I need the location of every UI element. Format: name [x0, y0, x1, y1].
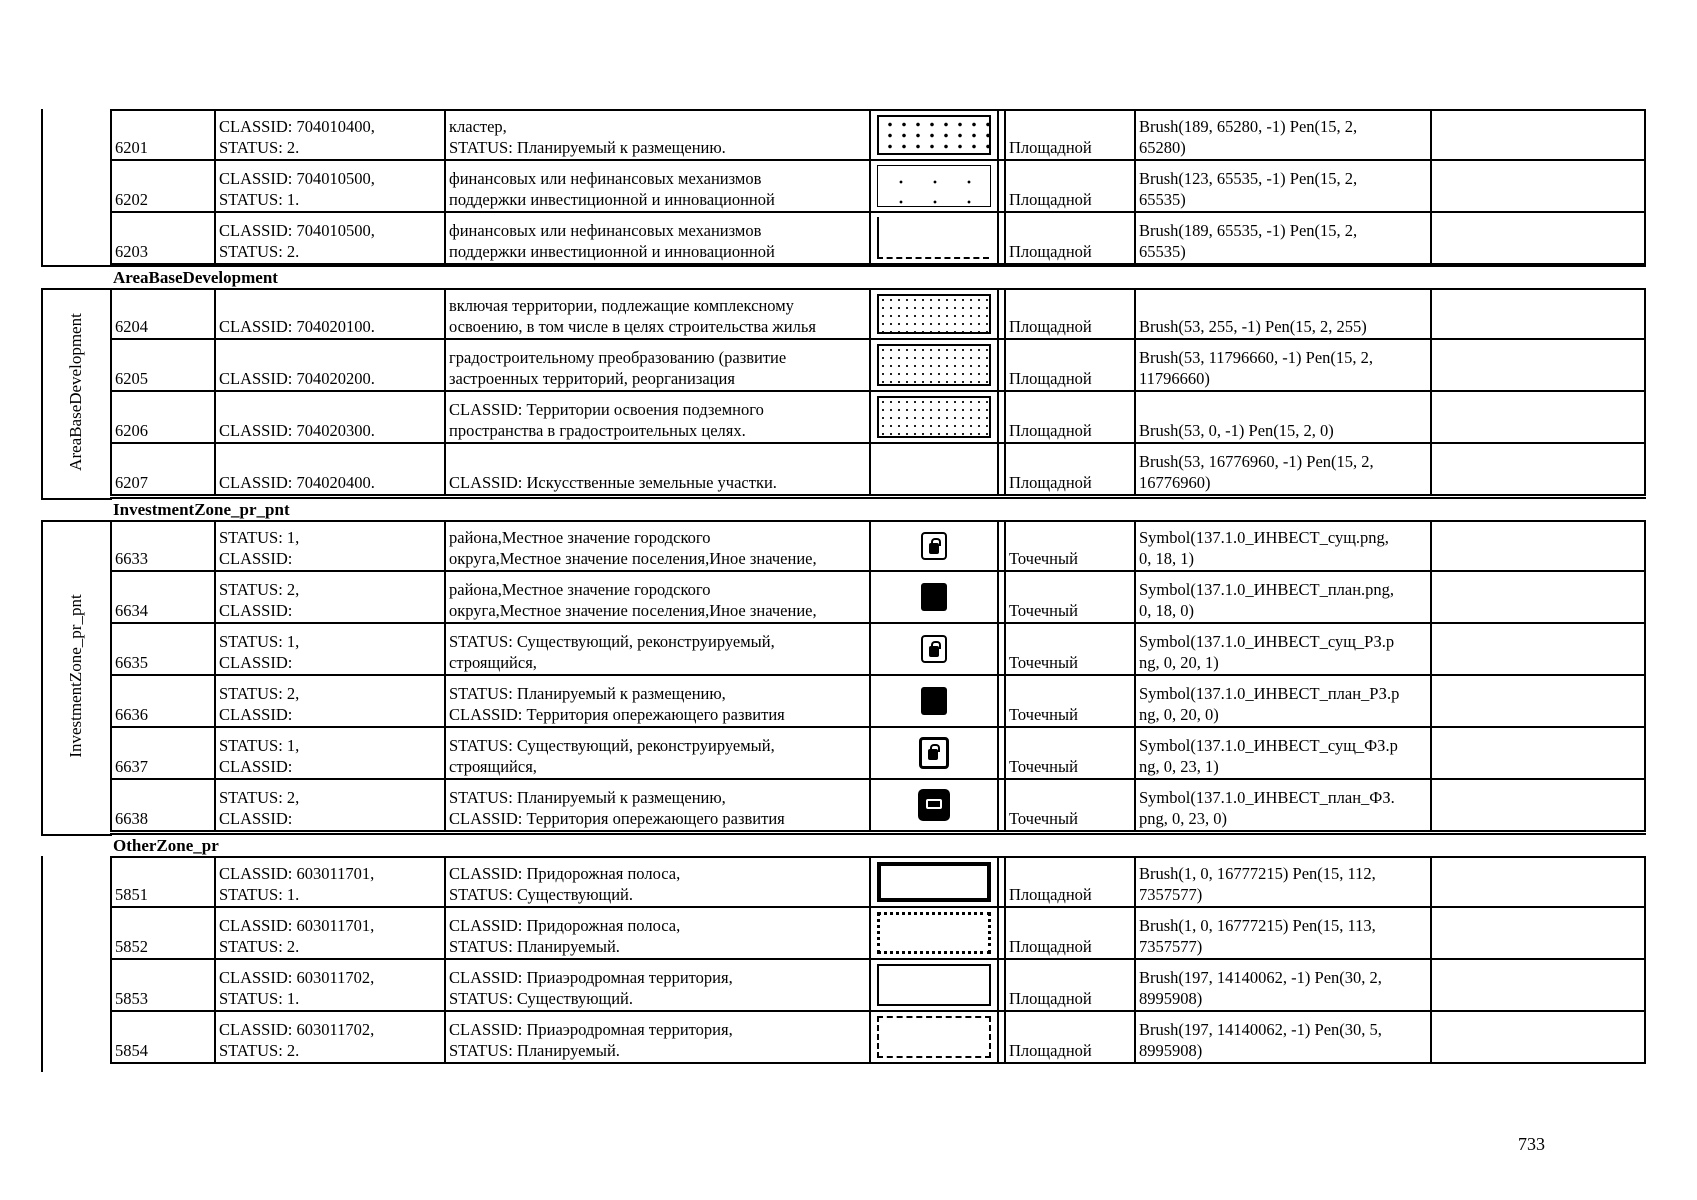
- object-id: 6633: [115, 549, 148, 568]
- cell-object-id: [110, 290, 214, 338]
- cell-line: CLASSID:: [219, 653, 293, 672]
- cell-description: [444, 111, 869, 159]
- cell-description: [444, 444, 869, 494]
- cell-line: [219, 347, 444, 368]
- group-header: AreaBaseDevelopment: [110, 265, 1646, 286]
- cell-classid: [214, 111, 444, 159]
- geometry-type: Площадной: [1009, 885, 1092, 904]
- cell-line: градостроительному преобразованию (развитие: [449, 348, 787, 367]
- group-side-label: [41, 520, 110, 832]
- table-row: [110, 780, 1646, 832]
- cell-line: STATUS: Планируемый к размещению.: [449, 138, 726, 157]
- cell-line: Brush(1, 0, 16777215) Pen(15, 112,: [1139, 864, 1376, 883]
- cell-line: STATUS: Планируемый.: [449, 1041, 620, 1060]
- cell-object-id: [110, 624, 214, 674]
- cell-line: CLASSID: 704020400.: [219, 473, 375, 492]
- cell-line: STATUS: Планируемый.: [449, 937, 620, 956]
- cell-line: Brush(53, 11796660, -1) Pen(15, 2,: [1139, 348, 1374, 367]
- cell-description: [444, 522, 869, 570]
- cell-line: [219, 399, 444, 420]
- object-id: 5854: [115, 1041, 148, 1060]
- cell-line: STATUS: 2,: [219, 580, 300, 599]
- object-id: 6634: [115, 601, 148, 620]
- cell-geometry-type: [1004, 522, 1134, 570]
- cell-geometry-type: [1004, 908, 1134, 958]
- cell-symbol: [869, 728, 999, 778]
- cell-classid: [214, 290, 444, 338]
- cell-line: CLASSID: Территория опережающего развития: [449, 705, 785, 724]
- object-id: 6202: [115, 190, 148, 209]
- object-id: 6205: [115, 369, 148, 388]
- cell-empty: [1430, 340, 1646, 390]
- cell-line: STATUS: Существующий.: [449, 989, 634, 1008]
- cell-style: [1134, 728, 1430, 778]
- cell-empty: [1430, 676, 1646, 726]
- table-row: [110, 960, 1646, 1012]
- cell-line: Symbol(137.1.0_ИНВЕСТ_план.png,: [1139, 580, 1395, 599]
- cell-symbol: [869, 340, 999, 390]
- cell-geometry-type: [1004, 960, 1134, 1010]
- cell-line: 11796660): [1139, 369, 1210, 388]
- legend-swatch: [877, 862, 991, 902]
- geometry-type: Площадной: [1009, 989, 1092, 1008]
- cell-line: пространства в градостроительных целях.: [449, 421, 746, 440]
- cell-line: Brush(53, 16776960, -1) Pen(15, 2,: [1139, 452, 1374, 471]
- cell-style: [1134, 858, 1430, 906]
- cell-line: 0, 18, 0): [1139, 601, 1194, 620]
- cell-empty: [1430, 444, 1646, 494]
- cell-line: CLASSID:: [219, 549, 293, 568]
- cell-line: [1139, 295, 1430, 316]
- cell-description: [444, 572, 869, 622]
- cell-line: STATUS: 2,: [219, 788, 300, 807]
- cell-style: [1134, 908, 1430, 958]
- cell-line: STATUS: Существующий, реконструируемый,: [449, 736, 775, 755]
- cell-geometry-type: [1004, 444, 1134, 494]
- geometry-type: Точечный: [1009, 549, 1078, 568]
- cell-classid: [214, 780, 444, 830]
- cell-line: ng, 0, 20, 1): [1139, 653, 1219, 672]
- cell-line: CLASSID: Придорожная полоса,: [449, 916, 681, 935]
- cell-empty: [1430, 908, 1646, 958]
- cell-empty: [1430, 572, 1646, 622]
- page-number: 733: [1518, 1134, 1545, 1154]
- cell-empty: [1430, 858, 1646, 906]
- cell-empty: [1430, 392, 1646, 442]
- object-id: 6636: [115, 705, 148, 724]
- group-side-label-text: AreaBaseDevelopment: [65, 313, 85, 471]
- cell-empty: [1430, 1012, 1646, 1062]
- cell-line: застроенных территорий, реорганизация: [449, 369, 735, 388]
- cell-style: [1134, 780, 1430, 830]
- cell-line: Brush(197, 14140062, -1) Pen(30, 2,: [1139, 968, 1382, 987]
- cell-line: ng, 0, 23, 1): [1139, 757, 1219, 776]
- cell-line: STATUS: 2.: [219, 138, 300, 157]
- cell-description: [444, 676, 869, 726]
- cell-line: [1139, 399, 1430, 420]
- cell-symbol: [869, 676, 999, 726]
- cell-line: STATUS: 2.: [219, 1041, 300, 1060]
- cell-classid: [214, 1012, 444, 1062]
- cell-symbol: [869, 780, 999, 830]
- cell-line: 7357577): [1139, 937, 1203, 956]
- cell-line: STATUS: Существующий, реконструируемый,: [449, 632, 775, 651]
- cell-empty: [1430, 960, 1646, 1010]
- geometry-type: Площадной: [1009, 1041, 1092, 1060]
- cell-line: STATUS: 2,: [219, 684, 300, 703]
- cell-line: STATUS: 1,: [219, 632, 300, 651]
- group-header: OtherZone_pr: [110, 833, 1646, 854]
- cell-symbol: [869, 522, 999, 570]
- group-bracket: [41, 109, 112, 267]
- cell-classid: [214, 392, 444, 442]
- cell-line: CLASSID: Территория опережающего развития: [449, 809, 785, 828]
- cell-object-id: [110, 572, 214, 622]
- cell-line: CLASSID: 704020100.: [219, 317, 375, 336]
- cell-line: 7357577): [1139, 885, 1203, 904]
- cell-line: включая территории, подлежащие комплексному: [449, 296, 794, 315]
- cell-symbol: [869, 572, 999, 622]
- table-row: [110, 1012, 1646, 1064]
- lock-outline-icon: [921, 635, 947, 663]
- filled-large-icon: [918, 789, 950, 821]
- cell-symbol: [869, 290, 999, 338]
- cell-object-id: [110, 960, 214, 1010]
- cell-line: STATUS: Планируемый к размещению,: [449, 684, 726, 703]
- cell-line: 8995908): [1139, 989, 1203, 1008]
- cell-style: [1134, 340, 1430, 390]
- cell-empty: [1430, 213, 1646, 263]
- object-id: 6638: [115, 809, 148, 828]
- cell-empty: [1430, 728, 1646, 778]
- cell-line: CLASSID: Приаэродромная территория,: [449, 968, 733, 987]
- table-row: [110, 161, 1646, 213]
- table-row: [110, 109, 1646, 161]
- table-row: [110, 213, 1646, 265]
- cell-geometry-type: [1004, 111, 1134, 159]
- cell-line: STATUS: Существующий.: [449, 885, 634, 904]
- cell-line: Symbol(137.1.0_ИНВЕСТ_план_ФЗ.: [1139, 788, 1395, 807]
- cell-line: 16776960): [1139, 473, 1211, 492]
- table-row: [110, 572, 1646, 624]
- object-id: 6201: [115, 138, 148, 157]
- cell-classid: [214, 624, 444, 674]
- cell-description: [444, 908, 869, 958]
- cell-geometry-type: [1004, 572, 1134, 622]
- geometry-type: Точечный: [1009, 601, 1078, 620]
- cell-style: [1134, 624, 1430, 674]
- cell-description: [444, 1012, 869, 1062]
- group-side-label: [41, 288, 110, 496]
- object-id: 6206: [115, 421, 148, 440]
- cell-geometry-type: [1004, 728, 1134, 778]
- object-id: 5851: [115, 885, 148, 904]
- cell-line: Brush(189, 65280, -1) Pen(15, 2,: [1139, 117, 1358, 136]
- cell-geometry-type: [1004, 1012, 1134, 1062]
- cell-line: STATUS: 1.: [219, 190, 300, 209]
- cell-line: CLASSID: 704010500,: [219, 221, 375, 240]
- table-row: [110, 728, 1646, 780]
- cell-classid: [214, 960, 444, 1010]
- cell-line: района,Местное значение городского: [449, 580, 711, 599]
- geometry-type: Точечный: [1009, 705, 1078, 724]
- cell-object-id: [110, 1012, 214, 1062]
- object-id: 6203: [115, 242, 148, 261]
- cell-line: Symbol(137.1.0_ИНВЕСТ_сущ_ФЗ.p: [1139, 736, 1398, 755]
- cell-classid: [214, 444, 444, 494]
- geometry-type: Точечный: [1009, 757, 1078, 776]
- cell-line: STATUS: 2.: [219, 242, 300, 261]
- object-id: 6207: [115, 473, 148, 492]
- object-id: 6204: [115, 317, 148, 336]
- table-row: [110, 444, 1646, 496]
- cell-empty: [1430, 161, 1646, 211]
- cell-style: [1134, 392, 1430, 442]
- cell-line: кластер,: [449, 117, 507, 136]
- cell-symbol: [869, 444, 999, 494]
- table-row: [110, 856, 1646, 908]
- cell-empty: [1430, 522, 1646, 570]
- cell-line: CLASSID: 603011702,: [219, 1020, 375, 1039]
- cell-line: Brush(53, 0, -1) Pen(15, 2, 0): [1139, 421, 1334, 440]
- cell-line: освоению, в том числе в целях строительства жилья: [449, 317, 816, 336]
- cell-style: [1134, 1012, 1430, 1062]
- cell-symbol: [869, 908, 999, 958]
- cell-geometry-type: [1004, 676, 1134, 726]
- lock-outline-icon: [921, 532, 947, 560]
- cell-description: [444, 161, 869, 211]
- cell-line: STATUS: 1.: [219, 989, 300, 1008]
- cell-style: [1134, 676, 1430, 726]
- geometry-type: Площадной: [1009, 242, 1092, 261]
- cell-line: CLASSID: 704010500,: [219, 169, 375, 188]
- legend-swatch: [877, 294, 991, 334]
- cell-geometry-type: [1004, 392, 1134, 442]
- geometry-type: Площадной: [1009, 937, 1092, 956]
- cell-line: STATUS: 2.: [219, 937, 300, 956]
- cell-object-id: [110, 340, 214, 390]
- cell-object-id: [110, 858, 214, 906]
- cell-line: округа,Местное значение поселения,Иное значение,: [449, 601, 817, 620]
- group-side-label-text: InvestmentZone_pr_pnt: [65, 594, 85, 758]
- cell-line: CLASSID: Придорожная полоса,: [449, 864, 681, 883]
- cell-line: поддержки инвестиционной и инновационной: [449, 242, 775, 261]
- cell-object-id: [110, 392, 214, 442]
- object-id: 6637: [115, 757, 148, 776]
- cell-description: [444, 728, 869, 778]
- cell-style: [1134, 444, 1430, 494]
- table-row: [110, 288, 1646, 340]
- cell-line: 0, 18, 1): [1139, 549, 1194, 568]
- geometry-type: Точечный: [1009, 653, 1078, 672]
- cell-object-id: [110, 676, 214, 726]
- cell-geometry-type: [1004, 858, 1134, 906]
- cell-classid: [214, 340, 444, 390]
- cell-classid: [214, 161, 444, 211]
- object-id: 5853: [115, 989, 148, 1008]
- cell-line: CLASSID:: [219, 757, 293, 776]
- cell-empty: [1430, 780, 1646, 830]
- cell-line: STATUS: 1,: [219, 736, 300, 755]
- cell-style: [1134, 522, 1430, 570]
- cell-line: Symbol(137.1.0_ИНВЕСТ_сущ_РЗ.p: [1139, 632, 1395, 651]
- cell-classid: [214, 676, 444, 726]
- cell-description: [444, 624, 869, 674]
- cell-style: [1134, 290, 1430, 338]
- cell-line: Brush(53, 255, -1) Pen(15, 2, 255): [1139, 317, 1367, 336]
- cell-line: CLASSID:: [219, 601, 293, 620]
- cell-line: 8995908): [1139, 1041, 1203, 1060]
- cell-line: района,Местное значение городского: [449, 528, 711, 547]
- table-row: [110, 340, 1646, 392]
- cell-line: округа,Местное значение поселения,Иное значение,: [449, 549, 817, 568]
- geometry-type: Площадной: [1009, 190, 1092, 209]
- cell-empty: [1430, 290, 1646, 338]
- cell-style: [1134, 213, 1430, 263]
- cell-line: 65535): [1139, 242, 1186, 261]
- group-header: InvestmentZone_pr_pnt: [110, 497, 1646, 518]
- cell-geometry-type: [1004, 624, 1134, 674]
- geometry-type: Площадной: [1009, 138, 1092, 157]
- cell-classid: [214, 908, 444, 958]
- cell-object-id: [110, 161, 214, 211]
- object-id: 5852: [115, 937, 148, 956]
- geometry-type: Площадной: [1009, 317, 1092, 336]
- cell-line: строящийся,: [449, 757, 537, 776]
- cell-line: Symbol(137.1.0_ИНВЕСТ_сущ.png,: [1139, 528, 1389, 547]
- cell-line: 65535): [1139, 190, 1186, 209]
- cell-line: [449, 451, 869, 472]
- legend-swatch: [877, 912, 991, 954]
- cell-line: 65280): [1139, 138, 1186, 157]
- cell-description: [444, 340, 869, 390]
- cell-line: финансовых или нефинансовых механизмов: [449, 221, 762, 240]
- lock-outline-large-icon: [919, 737, 949, 769]
- table-row: [110, 908, 1646, 960]
- geometry-type: Площадной: [1009, 473, 1092, 492]
- cell-geometry-type: [1004, 780, 1134, 830]
- cell-line: CLASSID: 603011701,: [219, 864, 375, 883]
- cell-object-id: [110, 213, 214, 263]
- table-row: [110, 520, 1646, 572]
- cell-line: CLASSID: 603011701,: [219, 916, 375, 935]
- legend-swatch: [877, 165, 991, 207]
- cell-description: [444, 213, 869, 263]
- cell-line: [219, 295, 444, 316]
- cell-line: STATUS: 1.: [219, 885, 300, 904]
- cell-style: [1134, 572, 1430, 622]
- legend-swatch: [877, 964, 991, 1006]
- cell-style: [1134, 960, 1430, 1010]
- cell-object-id: [110, 522, 214, 570]
- cell-object-id: [110, 111, 214, 159]
- cell-geometry-type: [1004, 290, 1134, 338]
- cell-description: [444, 858, 869, 906]
- cell-geometry-type: [1004, 213, 1134, 263]
- cell-symbol: [869, 858, 999, 906]
- cell-style: [1134, 111, 1430, 159]
- cell-geometry-type: [1004, 340, 1134, 390]
- geometry-type: Точечный: [1009, 809, 1078, 828]
- cell-line: Brush(1, 0, 16777215) Pen(15, 113,: [1139, 916, 1376, 935]
- cell-symbol: [869, 960, 999, 1010]
- cell-geometry-type: [1004, 161, 1134, 211]
- cell-object-id: [110, 780, 214, 830]
- cell-description: [444, 780, 869, 830]
- cell-symbol: [869, 392, 999, 442]
- cell-description: [444, 290, 869, 338]
- cell-symbol: [869, 624, 999, 674]
- table-row: [110, 392, 1646, 444]
- cell-line: CLASSID:: [219, 705, 293, 724]
- legend-swatch: [877, 396, 991, 438]
- cell-line: png, 0, 23, 0): [1139, 809, 1227, 828]
- cell-line: Brush(189, 65535, -1) Pen(15, 2,: [1139, 221, 1358, 240]
- cell-description: [444, 960, 869, 1010]
- filled-square-icon: [921, 687, 947, 715]
- table-row: [110, 624, 1646, 676]
- group-bracket: [41, 856, 112, 1072]
- cell-line: Brush(123, 65535, -1) Pen(15, 2,: [1139, 169, 1358, 188]
- cell-line: CLASSID:: [219, 809, 293, 828]
- cell-line: [219, 451, 444, 472]
- cell-line: финансовых или нефинансовых механизмов: [449, 169, 762, 188]
- cell-line: CLASSID: Приаэродромная территория,: [449, 1020, 733, 1039]
- geometry-type: Площадной: [1009, 369, 1092, 388]
- cell-object-id: [110, 908, 214, 958]
- cell-line: поддержки инвестиционной и инновационной: [449, 190, 775, 209]
- cell-classid: [214, 858, 444, 906]
- geometry-type: Площадной: [1009, 421, 1092, 440]
- cell-line: CLASSID: Территории освоения подземного: [449, 400, 764, 419]
- legend-swatch: [877, 115, 991, 155]
- cell-line: CLASSID: 704020300.: [219, 421, 375, 440]
- cell-object-id: [110, 444, 214, 494]
- cell-line: CLASSID: 704010400,: [219, 117, 375, 136]
- cell-symbol: [869, 1012, 999, 1062]
- cell-line: ng, 0, 20, 0): [1139, 705, 1219, 724]
- cell-line: строящийся,: [449, 653, 537, 672]
- cell-line: Symbol(137.1.0_ИНВЕСТ_план_РЗ.p: [1139, 684, 1400, 703]
- legend-swatch: [877, 1016, 991, 1058]
- cell-symbol: [869, 213, 999, 263]
- cell-line: Brush(197, 14140062, -1) Pen(30, 5,: [1139, 1020, 1382, 1039]
- cell-line: CLASSID: Искусственные земельные участки.: [449, 473, 777, 492]
- table-row: [110, 676, 1646, 728]
- cell-empty: [1430, 111, 1646, 159]
- cell-object-id: [110, 728, 214, 778]
- cell-description: [444, 392, 869, 442]
- cell-symbol: [869, 161, 999, 211]
- cell-empty: [1430, 624, 1646, 674]
- cell-line: STATUS: Планируемый к размещению,: [449, 788, 726, 807]
- legend-swatch: [877, 344, 991, 386]
- cell-line: CLASSID: 603011702,: [219, 968, 375, 987]
- cell-classid: [214, 522, 444, 570]
- cell-style: [1134, 161, 1430, 211]
- cell-symbol: [869, 111, 999, 159]
- cell-line: STATUS: 1,: [219, 528, 300, 547]
- filled-square-icon: [921, 583, 947, 611]
- cell-classid: [214, 213, 444, 263]
- cell-classid: [214, 728, 444, 778]
- cell-line: CLASSID: 704020200.: [219, 369, 375, 388]
- legend-swatch: [877, 217, 989, 259]
- object-id: 6635: [115, 653, 148, 672]
- cell-classid: [214, 572, 444, 622]
